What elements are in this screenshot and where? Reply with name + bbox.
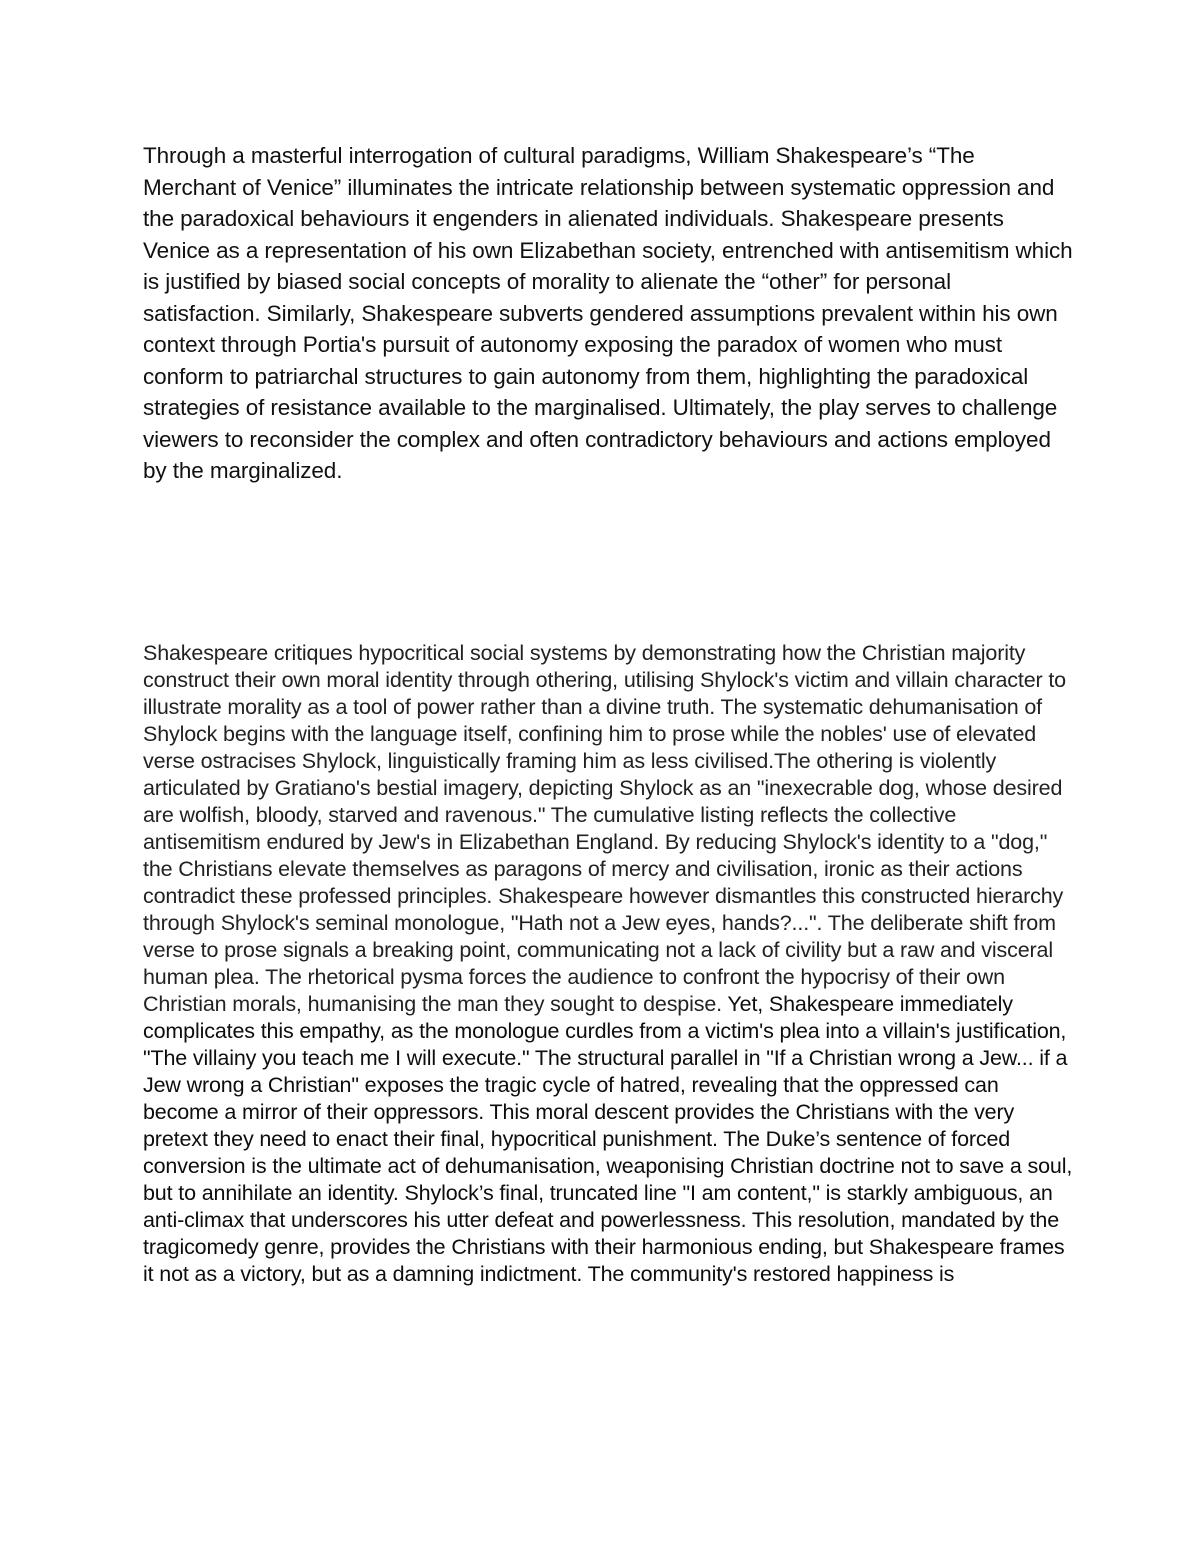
body-paragraph: [143, 640, 1073, 1288]
intro-paragraph: Through a masterful interrogation of cultural paradigms, William Shakespeare’s “The Merchant of Venice” illuminates the intricate relationship between systematic oppression and the paradoxical behaviours it engenders in alienated individuals. Shakespeare presents Venice as a representation of his own Elizabethan society, entrenched with antisemitism which is justified by biased social concepts of morality to alienate the “other” for personal satisfaction. Similarly, Shakespeare subverts gendered assumptions prevalent within his own context through Portia's pursuit of autonomy exposing the paradox of women who must conform to patriarchal structures to gain autonomy from them, highlighting the paradoxical strategies of resistance available to the marginalised. Ultimately, the play serves to challenge viewers to reconsider the complex and often contradictory behaviours and actions employed by the marginalized.: [143, 143, 1073, 483]
body-paragraph-part1: Shakespeare critiques hypocritical social systems by demonstrating how the Christian majority construct their own moral identity through othering, utilising Shylock's victim and villain character to illustrate morality as a tool of power rather than a divine truth. The systematic dehumanisation of Shylock begins with the language itself, confining him to prose while the nobles' use of elevated verse ostracises Shylock, linguistically framing him as less civilised.The othering is violently articulated by Gratiano's bestial imagery, depicting Shylock as an "inexecrable dog, whose desired are wolfish, bloody, starved and ravenous." The cumulative listing reflects the collective antisemitism endured by Jew's in Elizabethan England. By reducing Shylock's identity to a "dog," the Christians elevate themselves as paragons of mercy and civilisation, ironic as their actions contradict these professed principles. Shakespeare however dismantles this constructed hierarchy through Shylock's seminal monologue, "Hath not a Jew eyes, hands?...". The deliberate shift from verse to prose signals a breaking point, communicating not a lack of civility but a raw and visceral human plea. The rhetorical pysma forces the audience to confront the hypocrisy of their own Christian morals, humanising the man they sought to despise.: [143, 641, 1066, 1016]
body-paragraph-part2: Yet, Shakespeare immediately complicates this empathy, as the monologue curdles from a victim's plea into a villain's justification, "The villainy you teach me I will execute." The structural parallel in "If a Christian wrong a Jew... if a Jew wrong a Christian" exposes the tragic cycle of hatred, revealing that the oppressed can become a mirror of their oppressors. This moral descent provides the Christians with the very pretext they need to enact their final, hypocritical punishment. The Duke’s sentence of forced conversion is the ultimate act of dehumanisation, weaponising Christian doctrine not to save a soul, but to annihilate an identity. Shylock’s final, truncated line "I am content," is starkly ambiguous, an anti-climax that underscores his utter defeat and powerlessness. This resolution, mandated by the tragicomedy genre, provides the Christians with their harmonious ending, but Shakespeare frames it not as a victory, but as a damning indictment. The community's restored happiness is: [143, 992, 1073, 1286]
